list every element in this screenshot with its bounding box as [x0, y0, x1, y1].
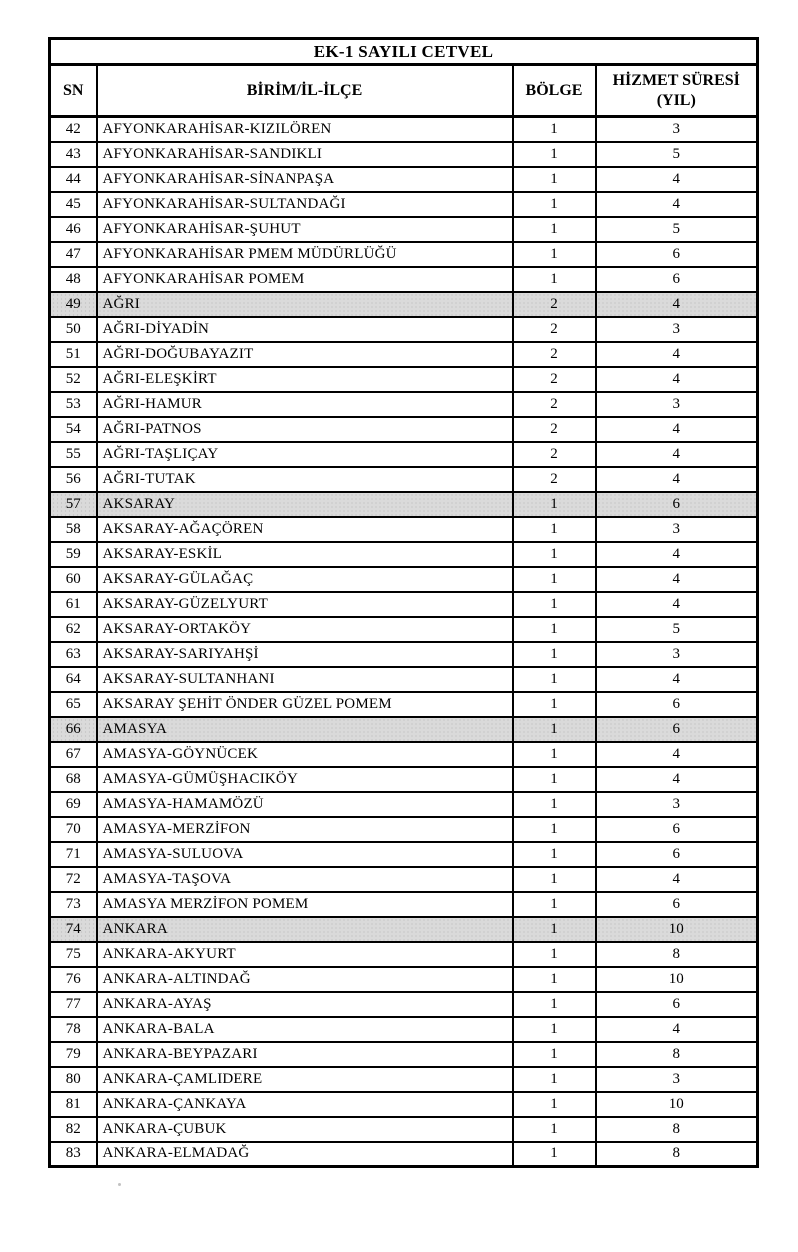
row-unit: ANKARA-BALA — [97, 1017, 513, 1042]
table-row — [50, 492, 758, 517]
column-header-sn: SN — [50, 65, 97, 117]
row-years: 6 — [596, 267, 758, 292]
table-row — [50, 717, 758, 742]
row-unit: AMASYA-TAŞOVA — [97, 867, 513, 892]
table-row — [50, 917, 758, 942]
table-row — [50, 1092, 758, 1117]
row-unit: ANKARA-AYAŞ — [97, 992, 513, 1017]
row-region: 1 — [513, 617, 596, 642]
row-sn: 47 — [50, 242, 97, 267]
row-sn: 80 — [50, 1067, 97, 1092]
row-region: 1 — [513, 142, 596, 167]
row-unit: AĞRI-DİYADİN — [97, 317, 513, 342]
row-region: 2 — [513, 342, 596, 367]
table-row — [50, 1142, 758, 1167]
row-region: 1 — [513, 267, 596, 292]
table-row — [50, 1067, 758, 1092]
row-unit: AKSARAY — [97, 492, 513, 517]
row-years: 4 — [596, 667, 758, 692]
row-sn: 45 — [50, 192, 97, 217]
table-row — [50, 342, 758, 367]
row-region: 1 — [513, 517, 596, 542]
table-row — [50, 242, 758, 267]
row-sn: 58 — [50, 517, 97, 542]
row-sn: 65 — [50, 692, 97, 717]
row-unit: ANKARA-ELMADAĞ — [97, 1142, 513, 1167]
schedule-table — [48, 37, 759, 1168]
row-region: 1 — [513, 917, 596, 942]
column-header-region: BÖLGE — [513, 65, 596, 117]
row-years: 4 — [596, 592, 758, 617]
row-years: 6 — [596, 992, 758, 1017]
row-unit: AKSARAY ŞEHİT ÖNDER GÜZEL POMEM — [97, 692, 513, 717]
row-years: 4 — [596, 417, 758, 442]
row-years: 4 — [596, 567, 758, 592]
row-sn: 54 — [50, 417, 97, 442]
scan-noise-speck — [118, 1183, 121, 1186]
row-years: 6 — [596, 242, 758, 267]
row-unit: AĞRI-PATNOS — [97, 417, 513, 442]
row-sn: 74 — [50, 917, 97, 942]
row-region: 1 — [513, 542, 596, 567]
table-row — [50, 817, 758, 842]
row-sn: 77 — [50, 992, 97, 1017]
row-sn: 83 — [50, 1142, 97, 1167]
row-unit: AĞRI-TAŞLIÇAY — [97, 442, 513, 467]
column-header-service-years: HİZMET SÜRESİ (YIL) — [596, 65, 758, 117]
table-row — [50, 142, 758, 167]
row-sn: 71 — [50, 842, 97, 867]
table-title-row — [50, 39, 758, 65]
row-sn: 73 — [50, 892, 97, 917]
row-sn: 61 — [50, 592, 97, 617]
row-years: 4 — [596, 367, 758, 392]
row-region: 1 — [513, 1017, 596, 1042]
row-years: 8 — [596, 1117, 758, 1142]
row-years: 4 — [596, 442, 758, 467]
row-unit: AFYONKARAHİSAR-KIZILÖREN — [97, 117, 513, 142]
row-sn: 64 — [50, 667, 97, 692]
row-sn: 81 — [50, 1092, 97, 1117]
row-unit: AMASYA-GÜMÜŞHACIKÖY — [97, 767, 513, 792]
row-sn: 56 — [50, 467, 97, 492]
table-row — [50, 942, 758, 967]
row-years: 6 — [596, 492, 758, 517]
row-sn: 59 — [50, 542, 97, 567]
table-row — [50, 742, 758, 767]
row-years: 6 — [596, 817, 758, 842]
row-years: 3 — [596, 642, 758, 667]
row-years: 6 — [596, 892, 758, 917]
row-unit: AFYONKARAHİSAR-ŞUHUT — [97, 217, 513, 242]
table-row — [50, 517, 758, 542]
table-row — [50, 292, 758, 317]
row-years: 10 — [596, 1092, 758, 1117]
row-region: 2 — [513, 442, 596, 467]
row-sn: 78 — [50, 1017, 97, 1042]
table-header-row — [50, 65, 758, 117]
row-unit: ANKARA — [97, 917, 513, 942]
row-unit: AMASYA-MERZİFON — [97, 817, 513, 842]
row-years: 5 — [596, 217, 758, 242]
row-sn: 62 — [50, 617, 97, 642]
row-years: 3 — [596, 517, 758, 542]
row-region: 1 — [513, 642, 596, 667]
row-years: 4 — [596, 1017, 758, 1042]
row-region: 1 — [513, 742, 596, 767]
row-region: 1 — [513, 1042, 596, 1067]
row-unit: AKSARAY-ORTAKÖY — [97, 617, 513, 642]
row-unit: AKSARAY-AĞAÇÖREN — [97, 517, 513, 542]
row-region: 2 — [513, 317, 596, 342]
row-unit: AMASYA — [97, 717, 513, 742]
table-row — [50, 1042, 758, 1067]
table-row — [50, 667, 758, 692]
row-years: 8 — [596, 942, 758, 967]
row-unit: AMASYA-GÖYNÜCEK — [97, 742, 513, 767]
table-row — [50, 1117, 758, 1142]
table-row — [50, 267, 758, 292]
row-region: 2 — [513, 417, 596, 442]
row-sn: 66 — [50, 717, 97, 742]
row-sn: 43 — [50, 142, 97, 167]
row-region: 1 — [513, 817, 596, 842]
row-years: 6 — [596, 717, 758, 742]
table-row — [50, 592, 758, 617]
row-years: 10 — [596, 967, 758, 992]
table-row — [50, 542, 758, 567]
table-row — [50, 392, 758, 417]
row-region: 1 — [513, 867, 596, 892]
row-years: 3 — [596, 792, 758, 817]
table-row — [50, 1017, 758, 1042]
row-unit: AFYONKARAHİSAR PMEM MÜDÜRLÜĞÜ — [97, 242, 513, 267]
table-title: EK-1 SAYILI CETVEL — [50, 39, 758, 65]
row-years: 4 — [596, 292, 758, 317]
row-unit: AĞRI-HAMUR — [97, 392, 513, 417]
table-row — [50, 317, 758, 342]
row-unit: AĞRI-DOĞUBAYAZIT — [97, 342, 513, 367]
row-years: 3 — [596, 1067, 758, 1092]
row-sn: 68 — [50, 767, 97, 792]
table-row — [50, 792, 758, 817]
row-unit: AMASYA MERZİFON POMEM — [97, 892, 513, 917]
row-years: 6 — [596, 692, 758, 717]
row-years: 8 — [596, 1142, 758, 1167]
column-header-unit: BİRİM/İL-İLÇE — [97, 65, 513, 117]
row-years: 4 — [596, 867, 758, 892]
row-unit: AKSARAY-SARIYAHŞİ — [97, 642, 513, 667]
row-unit: ANKARA-ÇANKAYA — [97, 1092, 513, 1117]
row-sn: 55 — [50, 442, 97, 467]
row-region: 1 — [513, 967, 596, 992]
row-sn: 50 — [50, 317, 97, 342]
row-sn: 53 — [50, 392, 97, 417]
row-years: 4 — [596, 467, 758, 492]
row-unit: ANKARA-ÇAMLIDERE — [97, 1067, 513, 1092]
row-sn: 49 — [50, 292, 97, 317]
row-sn: 42 — [50, 117, 97, 142]
row-region: 2 — [513, 392, 596, 417]
row-unit: AFYONKARAHİSAR-SİNANPAŞA — [97, 167, 513, 192]
row-region: 1 — [513, 792, 596, 817]
table-body — [50, 117, 758, 1167]
row-sn: 52 — [50, 367, 97, 392]
row-sn: 72 — [50, 867, 97, 892]
row-years: 4 — [596, 167, 758, 192]
table-row — [50, 692, 758, 717]
row-unit: AKSARAY-SULTANHANI — [97, 667, 513, 692]
row-sn: 69 — [50, 792, 97, 817]
row-region: 1 — [513, 167, 596, 192]
row-region: 1 — [513, 1067, 596, 1092]
row-sn: 57 — [50, 492, 97, 517]
table-row — [50, 192, 758, 217]
row-unit: ANKARA-BEYPAZARI — [97, 1042, 513, 1067]
row-years: 5 — [596, 142, 758, 167]
row-sn: 76 — [50, 967, 97, 992]
row-region: 1 — [513, 1092, 596, 1117]
row-region: 1 — [513, 842, 596, 867]
table-row — [50, 367, 758, 392]
row-unit: AKSARAY-ESKİL — [97, 542, 513, 567]
row-years: 4 — [596, 742, 758, 767]
row-sn: 70 — [50, 817, 97, 842]
table-row — [50, 967, 758, 992]
row-region: 1 — [513, 992, 596, 1017]
row-region: 1 — [513, 117, 596, 142]
row-sn: 63 — [50, 642, 97, 667]
row-years: 3 — [596, 392, 758, 417]
table-row — [50, 217, 758, 242]
row-region: 2 — [513, 467, 596, 492]
row-sn: 60 — [50, 567, 97, 592]
row-unit: ANKARA-ÇUBUK — [97, 1117, 513, 1142]
row-unit: AĞRI — [97, 292, 513, 317]
row-years: 4 — [596, 542, 758, 567]
row-sn: 51 — [50, 342, 97, 367]
row-years: 4 — [596, 342, 758, 367]
table-row — [50, 442, 758, 467]
row-sn: 82 — [50, 1117, 97, 1142]
row-sn: 75 — [50, 942, 97, 967]
row-unit: AFYONKARAHİSAR-SULTANDAĞI — [97, 192, 513, 217]
table-row — [50, 842, 758, 867]
row-sn: 46 — [50, 217, 97, 242]
table-row — [50, 892, 758, 917]
row-region: 1 — [513, 892, 596, 917]
table-row — [50, 467, 758, 492]
row-unit: AFYONKARAHİSAR-SANDIKLI — [97, 142, 513, 167]
row-region: 1 — [513, 942, 596, 967]
table-row — [50, 567, 758, 592]
row-region: 1 — [513, 717, 596, 742]
row-unit: AMASYA-HAMAMÖZÜ — [97, 792, 513, 817]
table-row — [50, 617, 758, 642]
row-region: 1 — [513, 567, 596, 592]
row-sn: 48 — [50, 267, 97, 292]
row-unit: AĞRI-TUTAK — [97, 467, 513, 492]
row-years: 3 — [596, 317, 758, 342]
row-region: 2 — [513, 367, 596, 392]
row-region: 1 — [513, 192, 596, 217]
row-unit: AFYONKARAHİSAR POMEM — [97, 267, 513, 292]
table-row — [50, 992, 758, 1017]
row-unit: AKSARAY-GÜZELYURT — [97, 592, 513, 617]
row-unit: ANKARA-ALTINDAĞ — [97, 967, 513, 992]
row-years: 6 — [596, 842, 758, 867]
row-sn: 79 — [50, 1042, 97, 1067]
table-row — [50, 767, 758, 792]
row-years: 3 — [596, 117, 758, 142]
row-region: 1 — [513, 767, 596, 792]
table-row — [50, 417, 758, 442]
row-unit: AMASYA-SULUOVA — [97, 842, 513, 867]
row-years: 5 — [596, 617, 758, 642]
row-years: 8 — [596, 1042, 758, 1067]
row-unit: AKSARAY-GÜLAĞAÇ — [97, 567, 513, 592]
row-years: 10 — [596, 917, 758, 942]
row-years: 4 — [596, 767, 758, 792]
row-region: 1 — [513, 217, 596, 242]
row-region: 1 — [513, 242, 596, 267]
row-region: 1 — [513, 1142, 596, 1167]
row-region: 1 — [513, 592, 596, 617]
row-years: 4 — [596, 192, 758, 217]
row-region: 1 — [513, 692, 596, 717]
row-region: 1 — [513, 667, 596, 692]
table-row — [50, 867, 758, 892]
row-sn: 44 — [50, 167, 97, 192]
row-sn: 67 — [50, 742, 97, 767]
table-row — [50, 642, 758, 667]
row-unit: AĞRI-ELEŞKİRT — [97, 367, 513, 392]
table-row — [50, 117, 758, 142]
row-region: 1 — [513, 1117, 596, 1142]
row-region: 1 — [513, 492, 596, 517]
table-row — [50, 167, 758, 192]
row-unit: ANKARA-AKYURT — [97, 942, 513, 967]
row-region: 2 — [513, 292, 596, 317]
